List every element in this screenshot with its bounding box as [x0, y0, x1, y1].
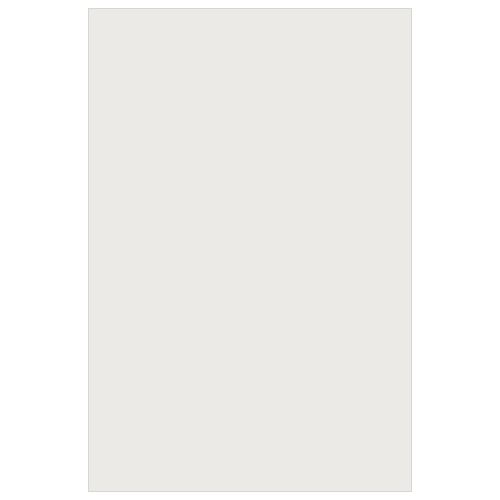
page-text: [104, 16, 396, 25]
section-gap: [104, 16, 396, 25]
book-page: [88, 8, 412, 492]
